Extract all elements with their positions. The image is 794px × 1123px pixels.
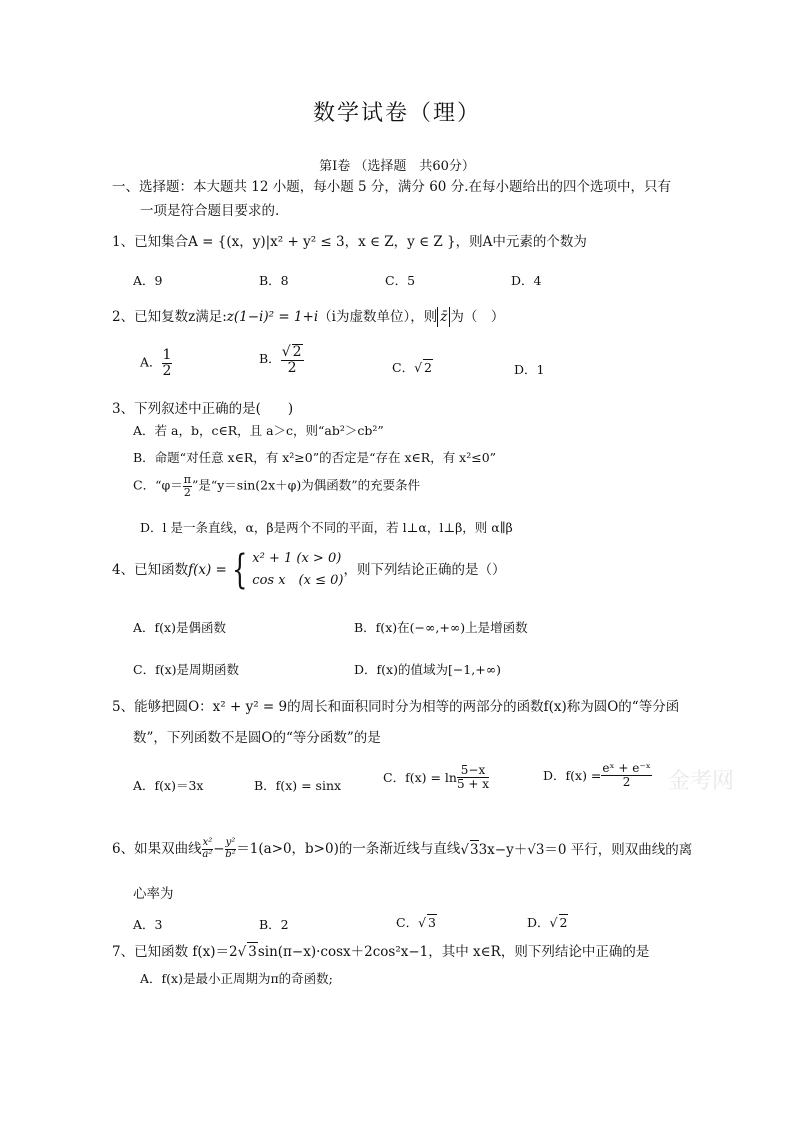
q1-stem-pre: 1、已知集合 xyxy=(112,234,189,250)
q2-option-c-label: C． xyxy=(392,360,415,375)
q6-f1-den: a² xyxy=(202,848,213,860)
q2-option-b-fraction xyxy=(281,344,304,375)
q3-option-c xyxy=(133,474,420,498)
q2-note: （i为虚数单位），则 xyxy=(318,309,438,325)
q5-line-2: 数”，下列函数不是圆O的“等分函数”的是 xyxy=(133,730,381,746)
q5-option-c-pre: C．f(x) = ln xyxy=(383,770,457,786)
q5-c-den: 5 + x xyxy=(456,776,490,791)
q6-option-c-label: C． xyxy=(396,915,419,930)
q5-option-d-fraction xyxy=(601,762,651,788)
q4-option-c: C．f(x)是周期函数 xyxy=(133,662,239,677)
q2-b-den: 2 xyxy=(287,359,297,376)
q2-a-num: 1 xyxy=(162,347,172,363)
q1-option-d: D．4 xyxy=(511,273,542,288)
q6-option-c: C．√ 3 xyxy=(396,915,436,930)
q6-f1-num: x² xyxy=(202,837,213,848)
q6-option-a: A．3 xyxy=(133,917,163,932)
watermark-logo: 金考网 xyxy=(668,769,735,794)
q2-equation: z(1−i)² = 1+i xyxy=(226,309,319,325)
q1-option-c: C．5 xyxy=(385,273,416,288)
q3-option-c-post: ”是“y＝sin(2x＋φ)为偶函数”的充要条件 xyxy=(191,477,421,493)
q3-option-c-fraction xyxy=(183,474,192,498)
q2-a-den: 2 xyxy=(162,362,172,379)
question-4 xyxy=(112,548,505,592)
q5-option-b: B．f(x) = sinx xyxy=(254,778,342,793)
q5-option-a: A．f(x)＝3x xyxy=(133,778,204,793)
q6-option-b: B．2 xyxy=(259,917,289,932)
q1-option-a: A．9 xyxy=(133,273,163,288)
q6-fraction-y xyxy=(225,838,237,860)
q1-set: A = {(x，y)|x² + y² ≤ 3，x ∈ Z，y ∈ Z } xyxy=(188,234,456,250)
q3-option-b: B．命题“对任意 x∈R，有 x²≥0”的否定是“存在 x∈R，有 x²≤0” xyxy=(133,450,497,465)
q6-line-2: 心率为 xyxy=(133,886,174,902)
q6-stem-mid: ＝1(a>0，b>0)的一条渐近线与直线 xyxy=(236,841,461,857)
q6-option-d: D．√ 2 xyxy=(527,915,568,930)
q3-option-c-pre: C．“φ＝ xyxy=(133,477,183,493)
q5-d-num: eˣ + e⁻ˣ xyxy=(602,761,651,775)
q2-b-num-value: 2 xyxy=(292,344,302,360)
q6-line-eq: √33x−y＋√3＝0 平行，则双曲线的离 xyxy=(460,841,693,858)
q2-stem-post: 为（ ） xyxy=(450,309,505,325)
q2-option-a-fraction xyxy=(162,348,173,378)
q7-option-a: A．f(x)是最小正周期为π的奇函数; xyxy=(140,971,333,986)
q4-option-a: A．f(x)是偶函数 xyxy=(133,620,226,635)
section-header: 第Ⅰ卷 （选择题 共60分） xyxy=(319,159,475,174)
q5-option-d xyxy=(543,762,652,788)
instruction-line-2: 一项是符合题目要求的. xyxy=(140,203,280,219)
q3-stem: 3、下列叙述中正确的是( ) xyxy=(112,401,294,417)
instruction-line-1: 一、选择题：本大题共 12 小题，每小题 5 分，满分 60 分.在每小题给出的四个选项中，只有 xyxy=(112,179,671,195)
q6-fraction-x xyxy=(202,838,214,860)
q6-minus: − xyxy=(213,841,225,857)
q2-option-b-label: B． xyxy=(259,351,281,367)
page-title: 数学试卷（理） xyxy=(312,101,481,126)
q4-case-2: cos x (x ≤ 0) xyxy=(252,573,344,588)
q4-stem-pre: 4、已知函数 xyxy=(112,562,189,578)
q2-option-c: C．√ 2 xyxy=(392,360,432,375)
q3-c-num: π xyxy=(183,473,191,486)
q6-line-eq-pre: 3x−y＋ xyxy=(478,841,528,858)
q5-option-c-fraction xyxy=(457,764,489,790)
q1-option-b: B．8 xyxy=(259,273,289,288)
q6-f2-den: b² xyxy=(225,848,236,860)
q6-option-c-value: 3 xyxy=(428,915,436,930)
q6-option-d-label: D． xyxy=(527,915,550,930)
q5-d-den: 2 xyxy=(622,774,631,789)
q4-option-b: B．f(x)在(−∞,+∞)上是增函数 xyxy=(354,620,528,635)
question-1 xyxy=(112,233,587,251)
q2-stem-pre: 2、已知复数z满足: xyxy=(112,309,227,325)
q4-stem-post: ，则下列结论正确的是（） xyxy=(343,562,506,578)
q2-option-a-label: A． xyxy=(140,354,162,370)
q2-option-c-value: 2 xyxy=(424,360,432,375)
q7-stem-post: sin(π−x)·cosx＋2cos²x−1，其中 x∈R，则下列结论中正确的是 xyxy=(257,944,650,960)
q4-brace: { xyxy=(231,547,248,593)
q2-b-num: √ 2 xyxy=(281,344,302,360)
q4-fname: f(x) = xyxy=(188,562,227,578)
q3-c-den: 2 xyxy=(183,485,191,499)
q4-case-1: x² + 1 (x > 0) xyxy=(252,551,342,566)
question-6 xyxy=(112,838,692,860)
question-2 xyxy=(112,308,504,326)
q7-stem-pre: 7、已知函数 f(x)＝2 xyxy=(112,944,238,960)
q3-option-a: A．若 a，b，c∈R，且 a＞c，则“ab²＞cb²” xyxy=(133,423,384,438)
q5-option-c xyxy=(383,764,489,790)
q2-option-a xyxy=(140,348,172,378)
q2-option-b xyxy=(259,344,304,375)
q6-option-d-value: 2 xyxy=(559,915,568,930)
q4-option-d: D．f(x)的值域为[−1,+∞) xyxy=(354,662,501,677)
q2-abs-conjugate: z̄ xyxy=(437,307,450,327)
question-7: 7、已知函数 f(x)＝2√ 3sin(π−x)·cosx＋2cos²x−1，其中 x∈R，则下列结论中正确的是 xyxy=(112,944,650,960)
q6-f2-num: y² xyxy=(225,837,236,848)
q6-stem-pre: 6、如果双曲线 xyxy=(112,841,202,857)
q5-option-d-pre: D．f(x) = xyxy=(543,768,602,784)
q3-option-d: D．l 是一条直线，α，β是两个不同的平面，若 l⊥α，l⊥β，则 α∥β xyxy=(140,520,513,535)
q2-option-d: D．1 xyxy=(514,362,545,377)
q1-stem-post: ，则A中元素的个数为 xyxy=(455,234,587,250)
q5-line-1: 5、能够把圆O：x² + y² = 9的周长和面积同时分为相等的两部分的函数f(x)称为圆O的“等分函 xyxy=(112,699,680,715)
q4-cases xyxy=(252,548,343,592)
q5-c-num: 5−x xyxy=(457,764,489,778)
q6-line-eq-post: 3＝0 平行，则双曲线的离 xyxy=(535,841,693,858)
q7-sqrt-value: 3 xyxy=(248,944,257,960)
